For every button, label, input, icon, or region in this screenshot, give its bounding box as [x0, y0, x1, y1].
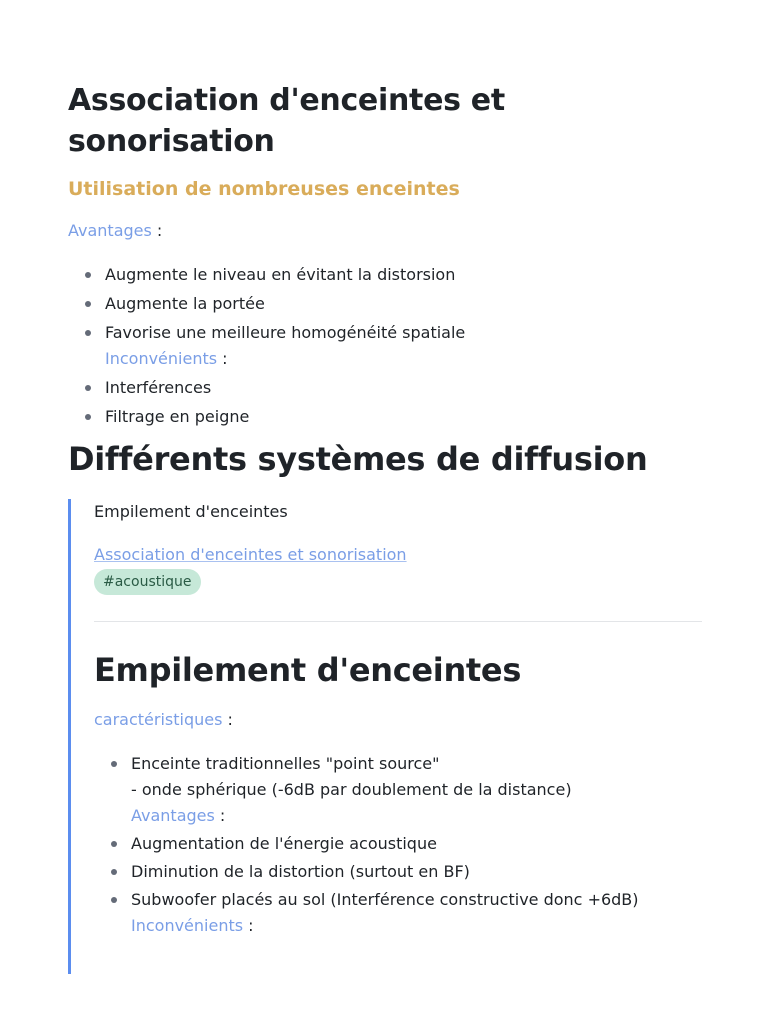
list-item-text: Diminution de la distortion (surtout en BF) [131, 862, 470, 881]
list-item [94, 888, 708, 938]
embed-bullet-list [94, 752, 708, 938]
colon: : [217, 349, 228, 368]
colon: : [151, 221, 163, 240]
bullet-dot-icon [111, 841, 117, 847]
backlink[interactable]: Association d'enceintes et sonorisation [94, 545, 407, 564]
list-item [68, 292, 708, 316]
note-page [68, 80, 708, 974]
list-item [94, 832, 708, 856]
page-title: Association d'enceintes et sonorisation [68, 83, 505, 159]
list-item-text: Favorise une meilleure homogénéité spatiale [105, 323, 466, 342]
bullet-dot-icon [111, 761, 117, 767]
characteristics-label: caractéristiques [94, 710, 223, 729]
disadvantages-line [131, 914, 708, 938]
list-item-text: Augmente le niveau en évitant la distorsion [105, 265, 456, 284]
list-item [68, 376, 708, 400]
list-item [68, 321, 708, 371]
disadvantages-label: Inconvénients [131, 916, 244, 935]
bullet-dot-icon [85, 301, 91, 307]
list-item-text: Augmentation de l'énergie acoustique [131, 834, 437, 853]
embedded-note [68, 499, 708, 974]
disadvantages-line [105, 347, 708, 371]
bullet-dot-icon [85, 414, 91, 420]
embed-heading: Empilement d'enceintes [94, 651, 522, 689]
characteristics-line [94, 708, 708, 732]
bullet-dot-icon [85, 385, 91, 391]
disadvantages-label: Inconvénients [105, 349, 218, 368]
list-item-text: Enceinte traditionnelles "point source" [131, 754, 440, 773]
tag-pill[interactable]: #acoustique [94, 569, 201, 595]
list-item [68, 263, 708, 287]
bullet-dot-icon [111, 897, 117, 903]
bullet-list [68, 263, 708, 429]
advantages-label: Avantages [131, 806, 215, 825]
list-item [94, 752, 708, 828]
advantages-line [131, 804, 708, 828]
list-item-subline: - onde sphérique (-6dB par doublement de la distance) [131, 780, 572, 799]
bullet-dot-icon [111, 869, 117, 875]
list-item [68, 405, 708, 429]
colon: : [243, 916, 254, 935]
list-item-text: Interférences [105, 378, 212, 397]
bullet-dot-icon [85, 272, 91, 278]
embed-note-title: Empilement d'enceintes [94, 502, 288, 521]
bullet-dot-icon [85, 330, 91, 336]
section-heading: Différents systèmes de diffusion [68, 440, 648, 478]
colon: : [214, 806, 226, 825]
list-item-text: Augmente la portée [105, 294, 265, 313]
divider [94, 621, 702, 622]
advantages-label: Avantages [68, 221, 152, 240]
colon: : [222, 710, 233, 729]
list-item [94, 860, 708, 884]
list-item-text: Subwoofer placés au sol (Interférence constructive donc +6dB) [131, 890, 639, 909]
subtitle-heading: Utilisation de nombreuses enceintes [68, 178, 460, 200]
list-item-text: Filtrage en peigne [105, 407, 250, 426]
advantages-line [68, 219, 708, 243]
